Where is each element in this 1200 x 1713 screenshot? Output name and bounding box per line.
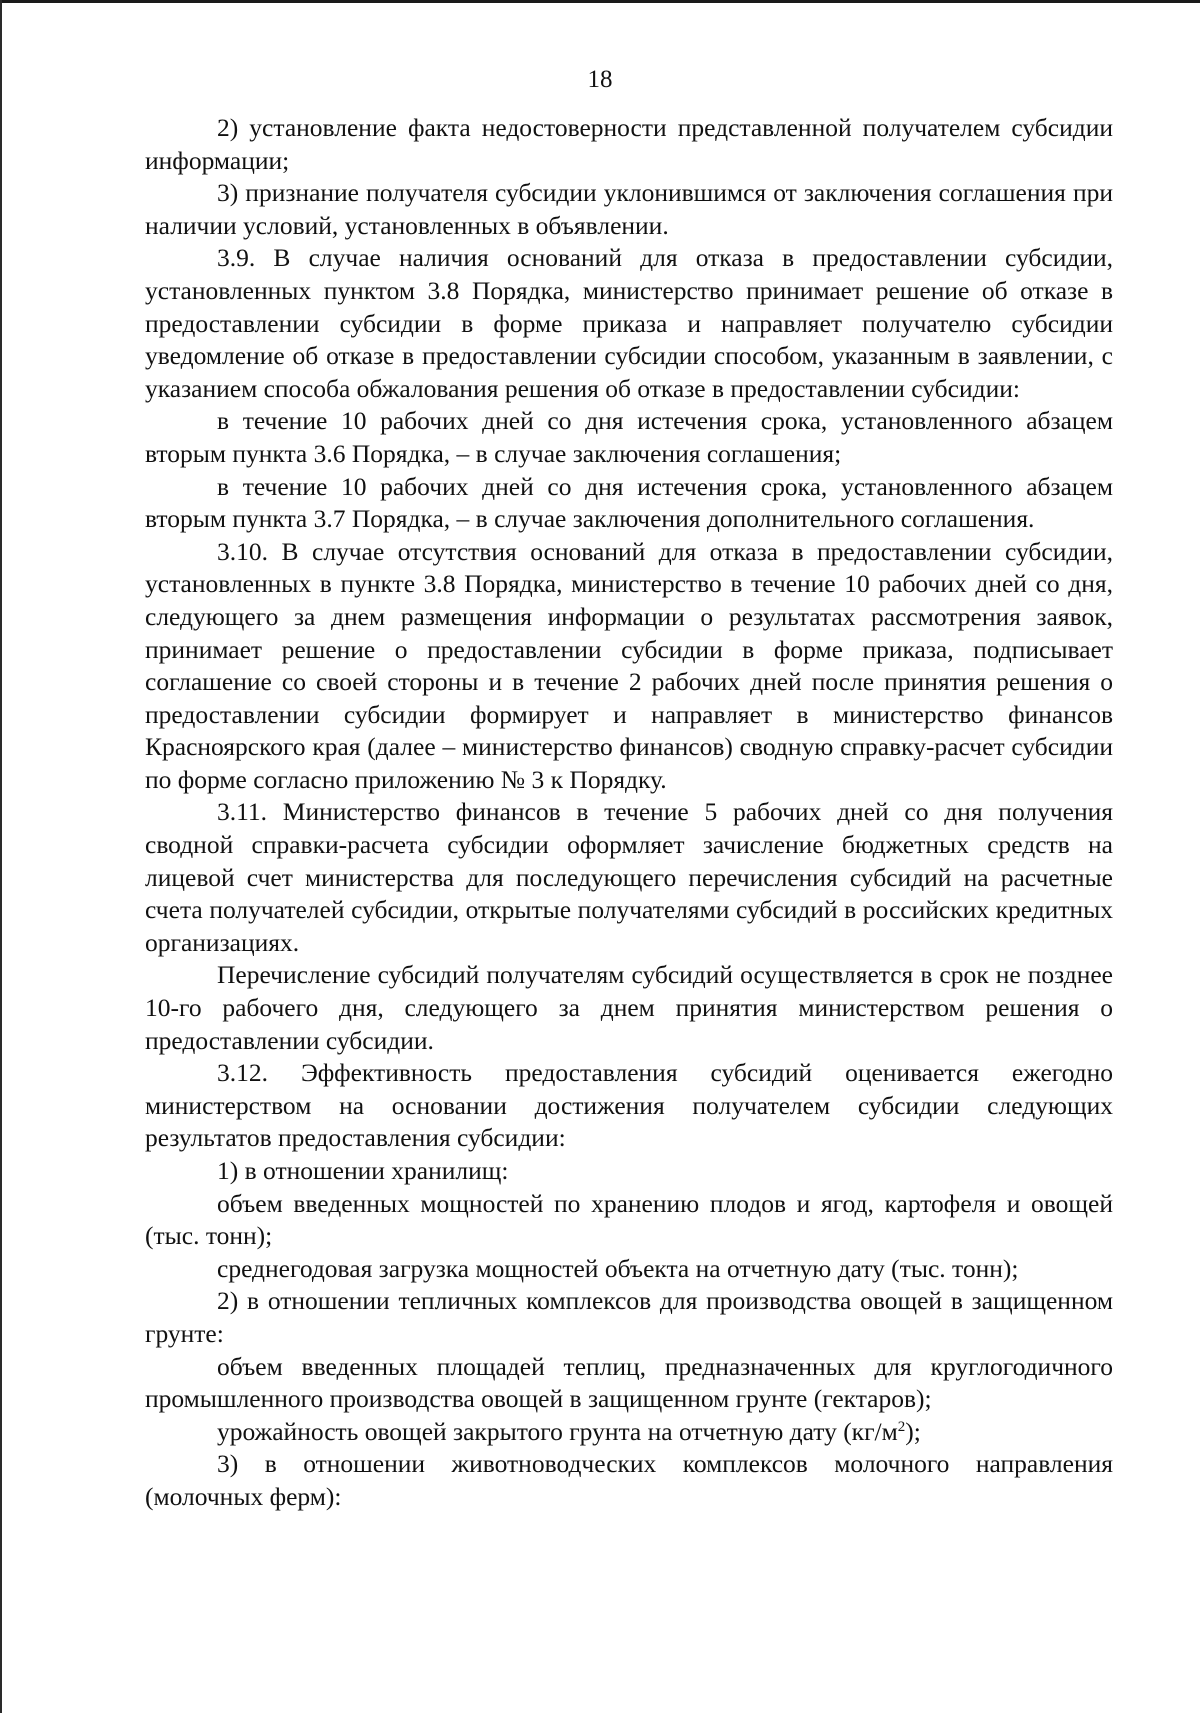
paragraph-3-11: 3.11. Министерство финансов в течение 5 рабочих дней со дня получения сводной справки-расчета субсидии оформляет зачисление бюджетных средств на лицевой счет министерства для последующего перечисления субсидий на расчетные счета получателей субсидии, открытые получателями субсидий в российских кредитных организациях.: [145, 797, 1113, 957]
scan-border-left: [0, 0, 2, 1713]
yield-unit-tail: );: [905, 1416, 921, 1446]
paragraph-transfer-term: Перечисление субсидий получателям субсидий осуществляется в срок не позднее 10-го рабочего дня, следующего за днем принятия министерством решения о предоставлении субсидии.: [145, 960, 1113, 1055]
paragraph-item-3: 3) признание получателя субсидии уклонившимся от заключения соглашения при наличии условий, установленных в объявлении.: [145, 178, 1113, 240]
scan-border-top: [0, 0, 1200, 3]
paragraph-greenhouse-area: объем введенных площадей теплиц, предназначенных для круглогодичного промышленного производства овощей в защищенном грунте (гектаров);: [145, 1351, 1113, 1414]
paragraph-storage-capacity: объем введенных мощностей по хранению плодов и ягод, картофеля и овощей (тыс. тонн);: [145, 1188, 1113, 1251]
paragraph-storage-load: среднегодовая загрузка мощностей объекта на отчетную дату (тыс. тонн);: [217, 1253, 1019, 1283]
yield-text: урожайность овощей закрытого грунта на отчетную дату (кг/м: [217, 1416, 898, 1446]
paragraph-3-10: 3.10. В случае отсутствия оснований для отказа в предоставлении субсидии, установленных в пункте 3.8 Порядка, министерство в течение 10 рабочих дней со дня, следующего за днем размещения информации о результатах рассмотрения заявок, принимает решение о предоставлении субсидии в форме приказа, подписывает соглашение со своей стороны и в течение 2 рабочих дней после принятия решения о предоставлении субсидии формирует и направляет в министерство финансов Красноярского края (далее – министерство финансов) сводную справку-расчет субсидии по форме согласно приложению № 3 к Порядку.: [145, 536, 1113, 794]
paragraph-storage-heading: 1) в отношении хранилищ:: [217, 1156, 509, 1185]
paragraph-item-2: 2) установление факта недостоверности представленной получателем субсидии информации;: [145, 113, 1113, 175]
paragraph-3-9-term-agreement: в течение 10 рабочих дней со дня истечения срока, установленного абзацем вторым пункта 3.6 Порядка, – в случае заключения соглашения;: [145, 406, 1113, 468]
paragraph-3-9-term-additional-agreement: в течение 10 рабочих дней со дня истечения срока, установленного абзацем вторым пункта 3.7 Порядка, – в случае заключения дополнительного соглашения.: [145, 471, 1113, 534]
paragraph-greenhouse-heading: 2) в отношении тепличных комплексов для производства овощей в защищенном грунте:: [145, 1286, 1113, 1348]
page-number: 18: [587, 66, 613, 93]
yield-unit-superscript: 2: [897, 1418, 906, 1435]
paragraph-3-9: 3.9. В случае наличия оснований для отказа в предоставлении субсидии, установленных пунктом 3.8 Порядка, министерство принимает решение об отказе в предоставлении субсидии в форме приказа и направляет получателю субсидии уведомление об отказе в предоставлении субсидии способом, указанным в заявлении, с указанием способа обжалования решения об отказе в предоставлении субсидии:: [145, 243, 1113, 403]
paragraph-dairy-heading: 3) в отношении животноводческих комплексов молочного направления (молочных ферм):: [145, 1449, 1113, 1511]
document-body: [145, 112, 1113, 1514]
paragraph-3-12: 3.12. Эффективность предоставления субсидий оценивается ежегодно министерством на основании достижения получателем субсидии следующих результатов предоставления субсидии:: [145, 1058, 1113, 1153]
paragraph-greenhouse-yield: [145, 1416, 1113, 1449]
